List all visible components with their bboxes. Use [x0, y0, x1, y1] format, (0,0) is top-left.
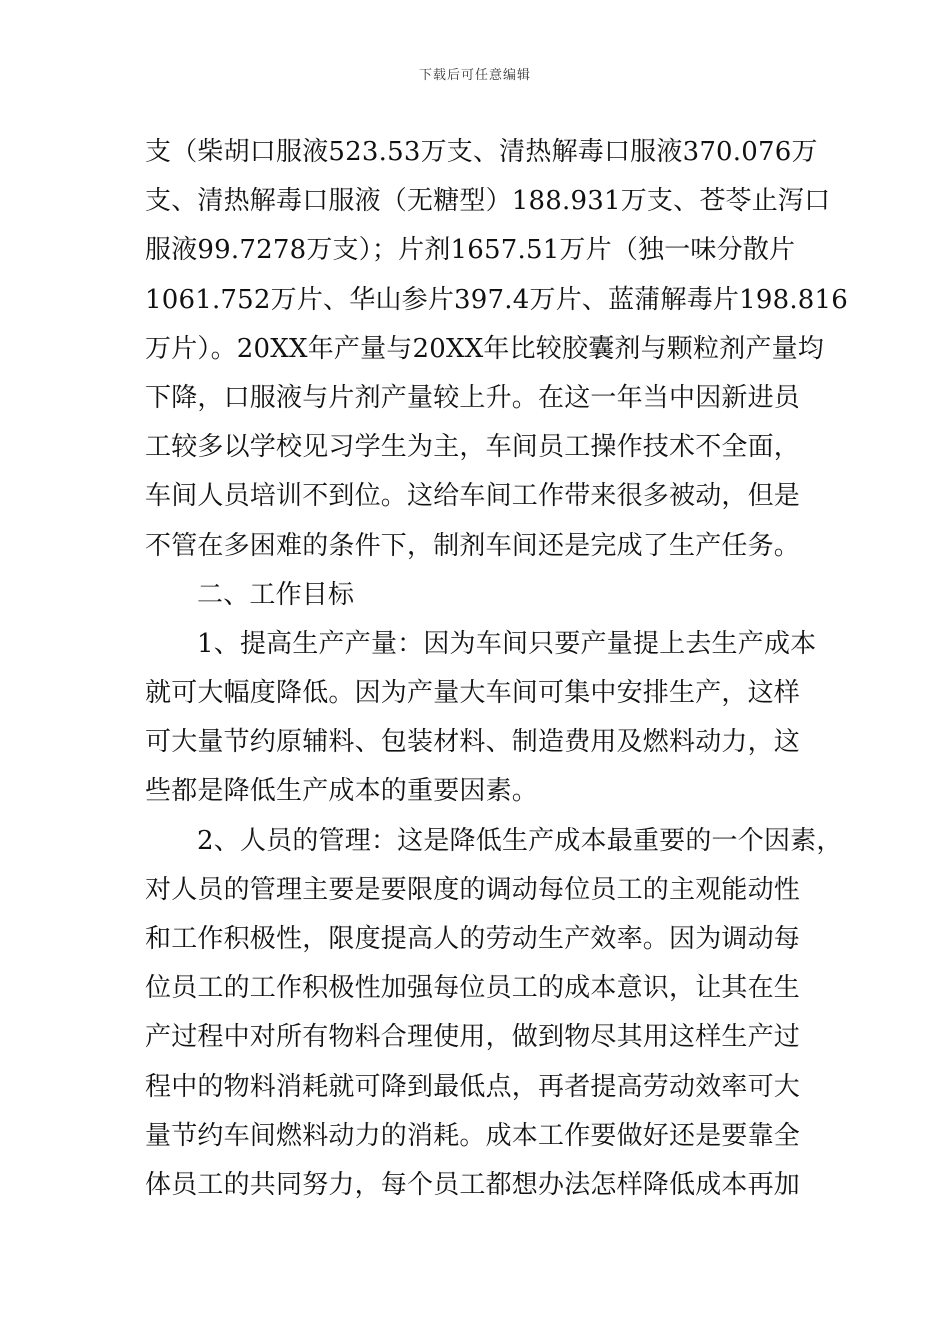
body-line: 量节约车间燃料动力的消耗。成本工作要做好还是要靠全 [145, 1120, 801, 1151]
body-line: 就可大幅度降低。因为产量大车间可集中安排生产，这样 [145, 678, 801, 709]
body-line: 位员工的工作积极性加强每位员工的成本意识，让其在生 [145, 973, 801, 1004]
body-line: 万片）。20XX年产量与20XX年比较胶囊剂与颗粒剂产量均 [145, 333, 825, 364]
body-line: 些都是降低生产成本的重要因素。 [145, 776, 539, 807]
body-line: 1061.752万片、华山参片397.4万片、蓝蒲解毒片198.816 [145, 284, 849, 315]
body-line: 服液99.7278万支）；片剂1657.51万片（独一味分散片 [145, 235, 796, 266]
page-header: 下载后可任意编辑 [418, 68, 531, 83]
body-line: 体员工的共同努力，每个员工都想办法怎样降低成本再加 [145, 1169, 801, 1200]
body-line: 2、人员的管理：这是降低生产成本最重要的一个因素， [197, 825, 843, 856]
body-line: 可大量节约原辅料、包装材料、制造费用及燃料动力，这 [145, 727, 801, 758]
body-line: 下降，口服液与片剂产量较上升。在这一年当中因新进员 [145, 382, 801, 413]
body-line: 不管在多困难的条件下，制剂车间还是完成了生产任务。 [145, 530, 801, 561]
body-line: 车间人员培训不到位。这给车间工作带来很多被动，但是 [145, 481, 801, 512]
body-line: 支（柴胡口服液523.53万支、清热解毒口服液370.076万 [145, 137, 818, 167]
body-line: 对人员的管理主要是要限度的调动每位员工的主观能动性 [145, 874, 801, 905]
body-line: 工较多以学校见习学生为主，车间员工操作技术不全面， [145, 432, 801, 463]
body-line: 1、提高生产产量：因为车间只要产量提上去生产成本 [197, 628, 817, 659]
document-body [145, 128, 849, 1210]
body-line: 程中的物料消耗就可降到最低点，再者提高劳动效率可大 [145, 1071, 801, 1102]
body-line: 和工作积极性，限度提高人的劳动生产效率。因为调动每 [145, 924, 801, 954]
body-line: 产过程中对所有物料合理使用，做到物尽其用这样生产过 [145, 1022, 801, 1053]
body-line: 支、清热解毒口服液（无糖型）188.931万支、苍苓止泻口 [145, 186, 831, 217]
section-heading: 二、工作目标 [197, 579, 355, 610]
